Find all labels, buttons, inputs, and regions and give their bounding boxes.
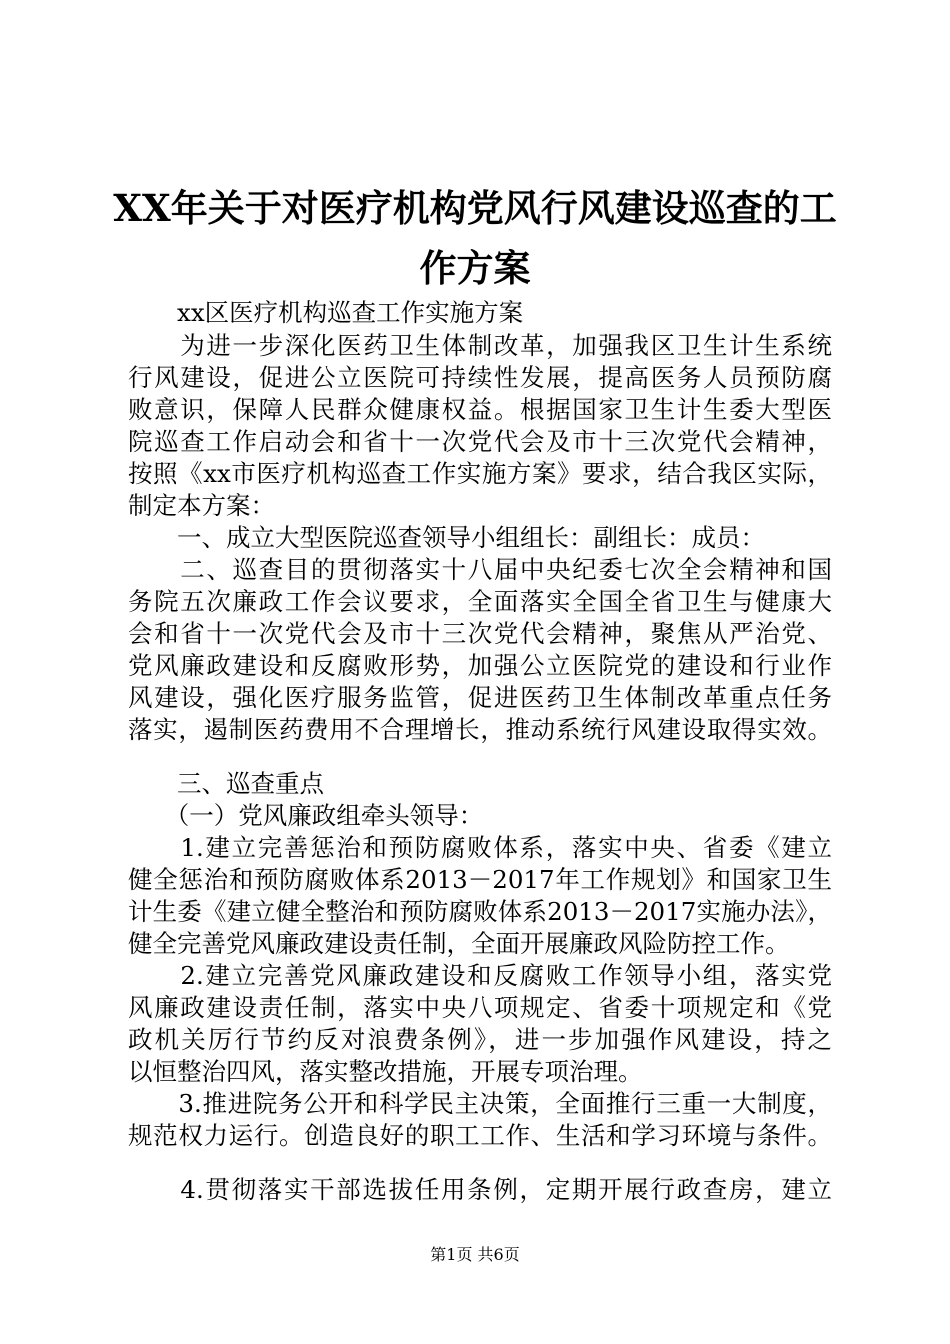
body-line: 为进一步深化医药卫生体制改革，加强我区卫生计生系统 (128, 331, 832, 360)
body-line: 2.建立完善党风廉政建设和反腐败工作领导小组，落实党 (128, 961, 832, 990)
body-line: 3.推进院务公开和科学民主决策，全面推行三重一大制度， (128, 1089, 832, 1118)
body-line: 落实，遏制医药费用不合理增长，推动系统行风建设取得实效。 (128, 715, 832, 744)
body-line: 风廉政建设责任制，落实中央八项规定、省委十项规定和《党 (128, 993, 832, 1022)
body-line: 4.贯彻落实干部选拔任用条例，定期开展行政查房，建立 (128, 1175, 832, 1204)
body-line: 三、巡查重点 (128, 769, 324, 798)
body-line: 一、成立大型医院巡查领导小组组长：副组长：成员： (128, 523, 765, 552)
document-title-line-2: 作方案 (419, 246, 531, 290)
body-line: 败意识，保障人民群众健康权益。根据国家卫生计生委大型医 (128, 395, 832, 424)
document-title-line-1: XX年关于对医疗机构党风行风建设巡查的工 (113, 186, 837, 230)
body-line: 计生委《建立健全整治和预防腐败体系2013－2017实施办法》， (128, 897, 832, 926)
body-line: 务院五次廉政工作会议要求，全面落实全国全省卫生与健康大 (128, 587, 832, 616)
body-line: xx区医疗机构巡查工作实施方案 (128, 298, 524, 327)
body-line: 院巡查工作启动会和省十一次党代会及市十三次党代会精神， (128, 427, 832, 456)
body-line: 1.建立完善惩治和预防腐败体系，落实中央、省委《建立 (128, 833, 832, 862)
body-line: 健全完善党风廉政建设责任制，全面开展廉政风险防控工作。 (128, 929, 790, 958)
body-line: （一）党风廉政组牵头领导： (128, 801, 484, 830)
page-footer: 第1页 共6页 (430, 1245, 520, 1264)
body-line: 规范权力运行。创造良好的职工工作、生活和学习环境与条件。 (128, 1121, 832, 1150)
body-line: 制定本方案： (128, 491, 275, 520)
body-line: 健全惩治和预防腐败体系2013－2017年工作规划》和国家卫生 (128, 865, 832, 894)
body-line: 行风建设，促进公立医院可持续性发展，提高医务人员预防腐 (128, 363, 832, 392)
body-line: 风建设，强化医疗服务监管，促进医药卫生体制改革重点任务 (128, 683, 832, 712)
body-line: 按照《xx市医疗机构巡查工作实施方案》要求，结合我区实际， (128, 459, 832, 488)
body-line: 会和省十一次党代会及市十三次党代会精神，聚焦从严治党、 (128, 619, 832, 648)
body-line: 二、巡查目的贯彻落实十八届中央纪委七次全会精神和国 (128, 555, 832, 584)
body-line: 以恒整治四风，落实整改措施，开展专项治理。 (128, 1057, 643, 1086)
body-line: 政机关厉行节约反对浪费条例》，进一步加强作风建设，持之 (128, 1025, 832, 1054)
body-line: 党风廉政建设和反腐败形势，加强公立医院党的建设和行业作 (128, 651, 832, 680)
